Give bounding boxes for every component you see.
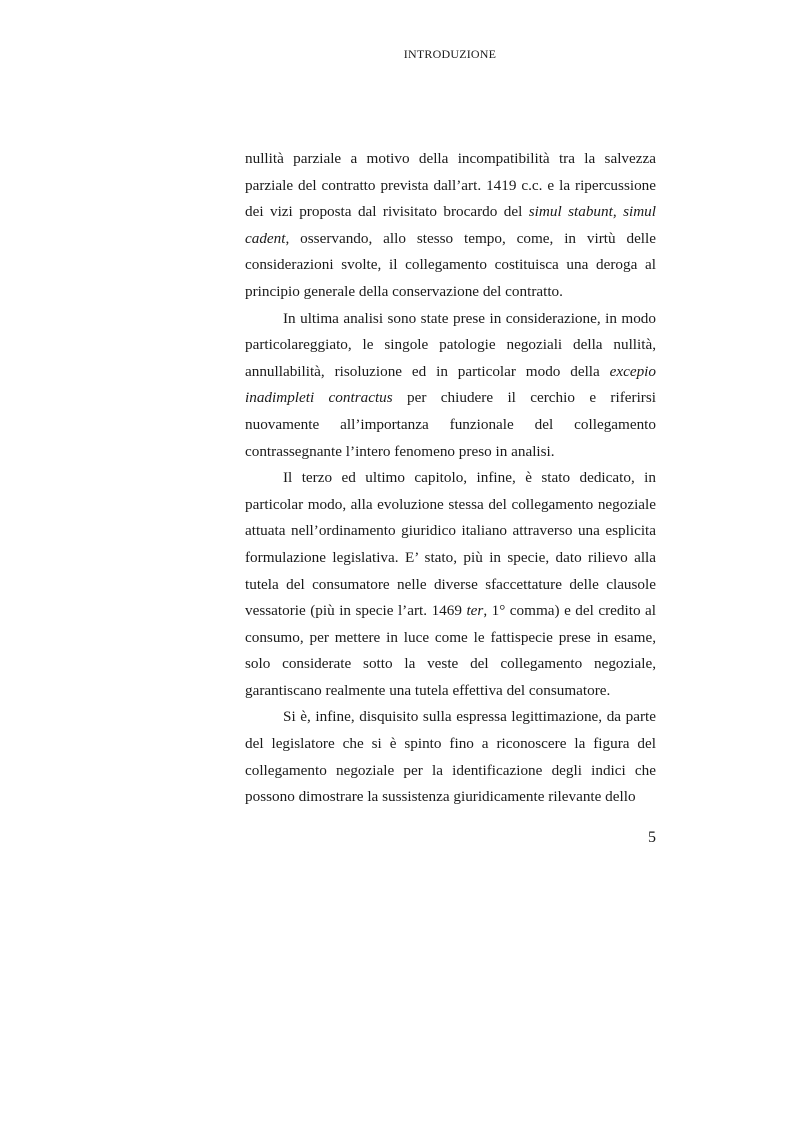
text-segment: nullità parziale a motivo della incompatibilità tra la salvezza parziale del contratto prevista dall’art. 1419 c.c. e la ripercussione dei vizi proposta dal rivisitato brocardo del [245, 150, 656, 221]
body-text [245, 146, 656, 811]
text-segment: , 1° comma) e del credito al consumo, per mettere in luce come le fattispecie prese in esame, solo considerate sotto la veste del collegamento negoziale, garantiscano realmente una tutela effettiva del consumatore. [245, 602, 656, 699]
italic-text-segment: simul cadent [245, 203, 656, 247]
page-number: 5 [648, 829, 656, 846]
text-segment: , osservando, allo stesso tempo, come, in virtù delle considerazioni svolte, il collegamento costituisca una deroga al principio generale della conservazione del contratto. [245, 229, 656, 300]
text-segment: Si è, infine, disquisito sulla espressa legittimazione, da parte del legislatore che si è spinto fino a riconoscere la figura del collegamento negoziale per la identificazione degli indici che possono dimostrare la sussistenza giuridicamente rilevante dello [245, 708, 656, 806]
text-segment: per chiudere il cerchio e riferirsi nuovamente all’importanza funzionale del collegamento contrassegnante l’intero fenomeno preso in analisi. [245, 389, 656, 460]
italic-text-segment: simul stabunt [528, 203, 613, 221]
text-segment: Il terzo ed ultimo capitolo, infine, è stato dedicato, in particolar modo, alla evoluzione stessa del collegamento negoziale attuata nell’ordinamento giuridico italiano attraverso una esplicita formulazione legislativa. E’ stato, più in specie, dato rilievo alla tutela del consumatore nelle diverse sfaccettature delle clausole vessatorie (più in specie l’art. 1469 [245, 469, 656, 620]
italic-text-segment: ter [466, 602, 484, 620]
paragraph-2 [245, 306, 656, 466]
text-segment: In ultima analisi sono state prese in considerazione, in modo particolareggiato, le singole patologie negoziali della nullità, annullabilità, risoluzione ed in particolar modo della [245, 309, 656, 380]
italic-text-segment: excepio inadimpleti contractus [245, 362, 656, 407]
text-segment: , [612, 203, 624, 221]
paragraph-3 [245, 465, 656, 704]
running-header: INTRODUZIONE [403, 47, 497, 61]
paragraph-4 [245, 704, 656, 810]
paragraph-1 [245, 146, 656, 306]
